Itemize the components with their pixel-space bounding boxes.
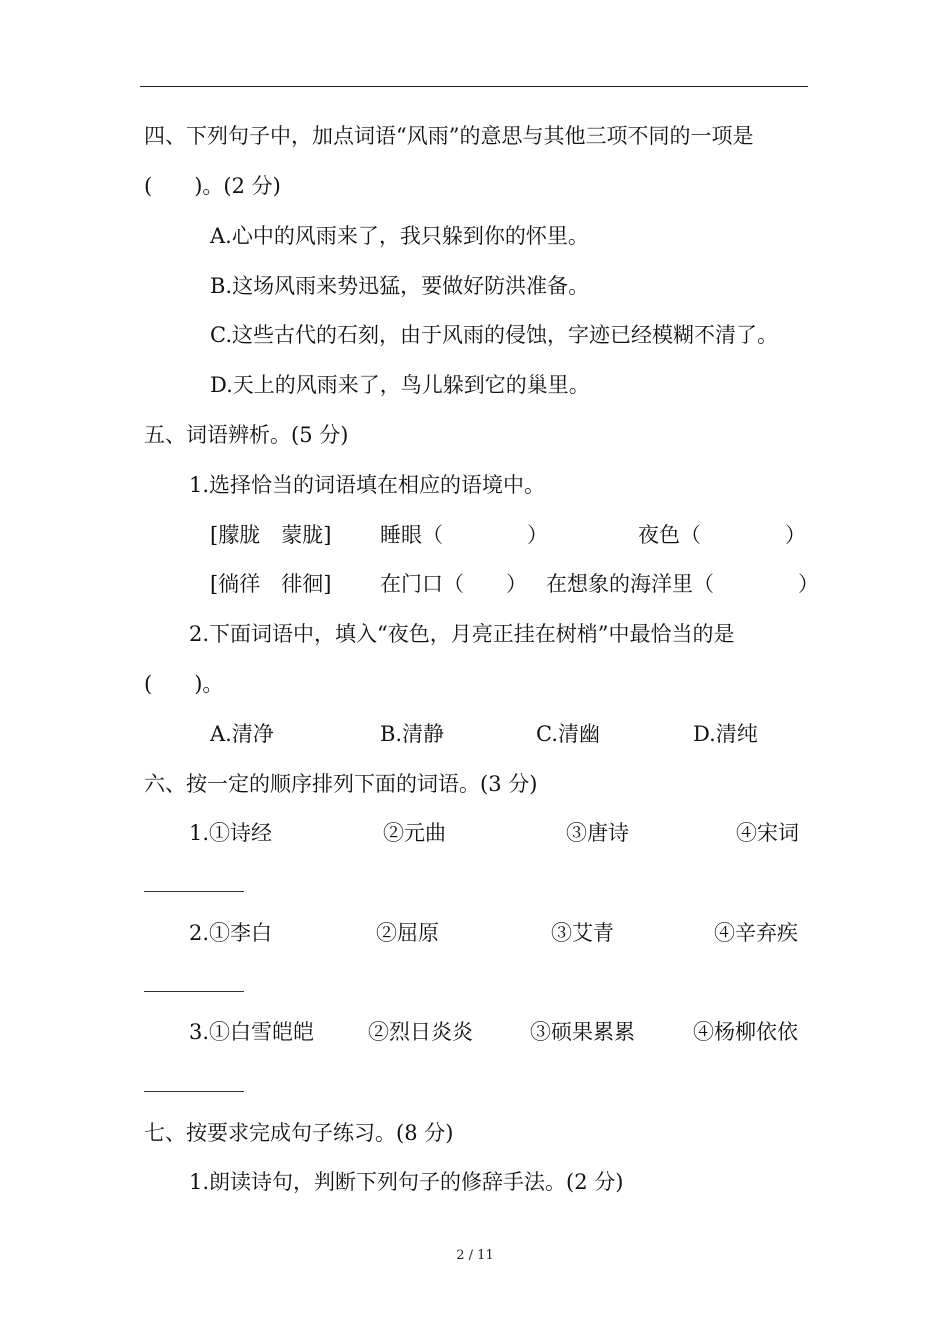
header-rule [140,86,808,87]
q4-option-b: B.这场风雨来势迅猛，要做好防洪准备。 [210,274,590,298]
q5-row2-blank-b: 在想象的海洋里（ ） [546,572,819,596]
q6-row2-item2: ②屈原 [376,921,439,945]
q5-row1-blank-a: 睡眼（ ） [380,523,548,547]
q7-title: 七、按要求完成句子练习。(8 分) [144,1121,454,1145]
q6-title: 六、按一定的顺序排列下面的词语。(3 分) [144,772,538,796]
page-number: 2 / 11 [456,1248,494,1263]
q6-row3-item3: ③硕果累累 [530,1020,635,1044]
q5-sub1: 1.选择恰当的词语填在相应的语境中。 [189,473,546,497]
q6-row3-item4: ④杨柳依依 [693,1020,798,1044]
q5-row1-blank-b: 夜色（ ） [638,523,806,547]
q6-row3-item2: ②烈日炎炎 [368,1020,473,1044]
q5-sub2-paren: ( )。 [144,672,224,696]
q5-option-c: C.清幽 [536,722,600,746]
q5-title: 五、词语辨析。(5 分) [144,423,349,447]
q5-option-a: A.清净 [210,722,274,746]
q4-answer-paren: ( )。(2 分) [144,174,281,198]
q4-option-d: D.天上的风雨来了，鸟儿躲到它的巢里。 [210,373,590,397]
q6-row3-item1: 3.①白雪皑皑 [189,1020,315,1044]
q5-row2-blank-a: 在门口（ ） [380,572,527,596]
q6-row2-item1: 2.①李白 [189,921,273,945]
q5-option-d: D.清纯 [693,722,758,746]
q5-row2-words: [徜徉 徘徊] [210,572,332,596]
q6-row1-item1: 1.①诗经 [189,821,273,845]
q6-answer-line-3 [144,1091,244,1092]
q6-row1-item4: ④宋词 [736,821,799,845]
q5-sub2: 2.下面词语中，填入“夜色，月亮正挂在树梢”中最恰当的是 [189,622,735,646]
q4-option-c: C.这些古代的石刻，由于风雨的侵蚀，字迹已经模糊不清了。 [210,323,778,347]
q5-row1-words: [朦胧 蒙胧] [210,523,332,547]
q6-row2-item3: ③艾青 [551,921,614,945]
q6-answer-line-1 [144,891,244,892]
q7-sub1: 1.朗读诗句，判断下列句子的修辞手法。(2 分) [189,1170,624,1194]
q4-option-a: A.心中的风雨来了，我只躲到你的怀里。 [210,224,589,248]
q6-row2-item4: ④辛弃疾 [714,921,798,945]
q6-row1-item3: ③唐诗 [566,821,629,845]
q4-title: 四、下列句子中，加点词语“风雨”的意思与其他三项不同的一项是 [144,124,754,148]
q6-answer-line-2 [144,991,244,992]
q6-row1-item2: ②元曲 [383,821,446,845]
q5-option-b: B.清静 [380,722,445,746]
